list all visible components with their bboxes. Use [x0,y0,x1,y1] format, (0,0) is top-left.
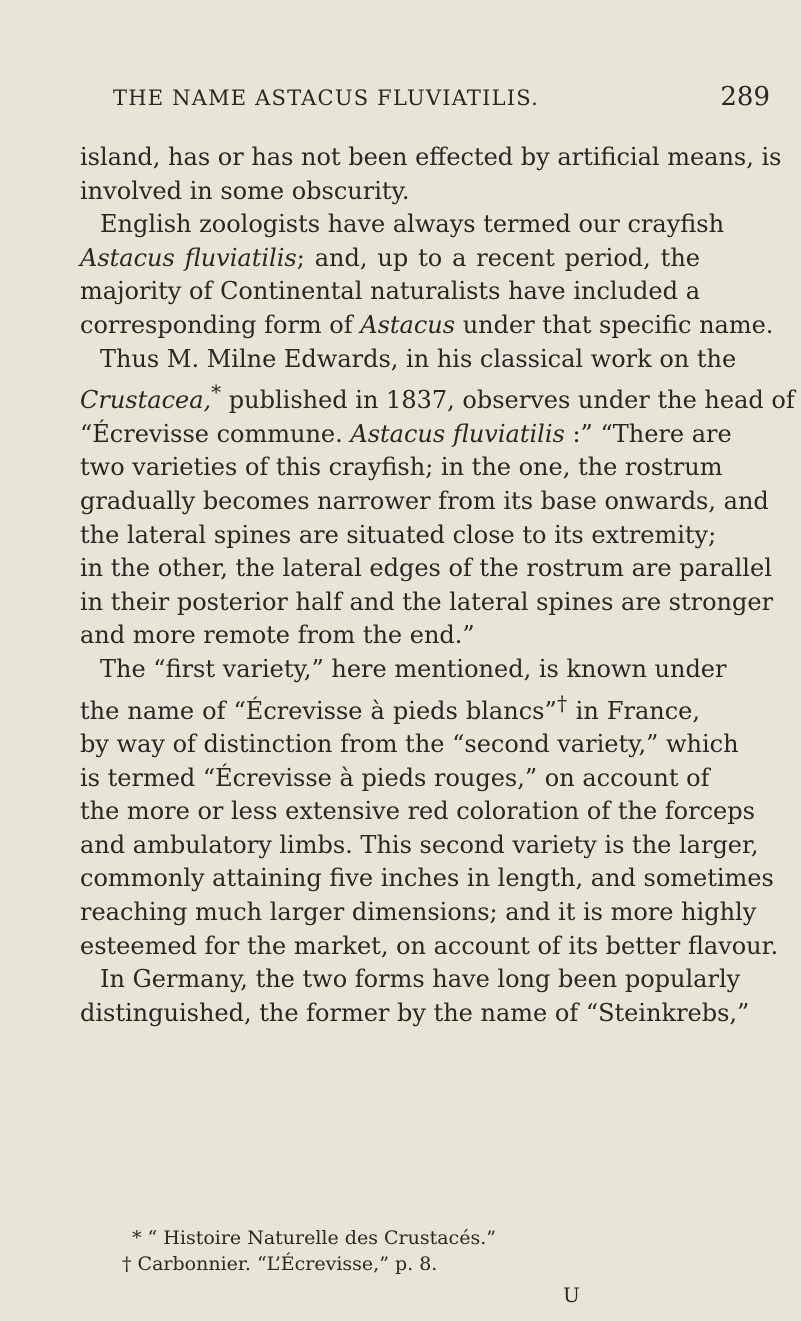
italic-title: Crustacea, [80,386,212,415]
text-line: and ambulatory limbs. This second variety is the larger, [80,830,759,859]
text-line: in their posterior half and the lateral spines are stronger [80,587,774,616]
text-line: the lateral spines are situated close to its extremity; [80,520,717,549]
text-line: distinguished, the former by the name of “Steinkrebs,” [80,998,750,1027]
running-title: THE NAME ASTACUS FLUVIATILIS. [113,86,539,110]
text-line: esteemed for the market, on account of its better flavour. [80,931,779,960]
text-line: two varieties of this crayfish; in the one, the rostrum [80,453,723,482]
text-line: Thus M. Milne Edwards, in his classical work on the [100,344,737,373]
text-line: and more remote from the end.” [80,621,475,650]
footnotes [96,1225,716,1277]
text-span: ; and, up to a recent period, the [296,243,700,272]
text-line: In Germany, the two forms have long been popularly [100,965,741,994]
text-line: reaching much larger dimensions; and it is more highly [80,898,757,927]
text-line: The “first variety,” here mentioned, is known under [100,654,727,683]
text-line: involved in some obscurity. [80,176,410,205]
footnote-marker: † [556,690,568,715]
text-line: commonly attaining five inches in length, and sometimes [80,864,774,893]
footnote: † Carbonnier. “L’Écrevisse,” p. 8. [122,1253,438,1275]
text-line [80,418,732,452]
text-line: majority of Continental naturalists have included a [80,277,700,306]
footnote-marker: * [211,380,222,405]
text-span: the name of “Écrevisse à pieds blancs” [80,696,557,725]
body-text [80,141,795,1030]
text-line: is termed “Écrevisse à pieds rouges,” on account of [80,763,710,792]
text-span: corresponding form of [80,310,361,339]
italic-species-name: Astacus fluviatilis [80,243,297,272]
text-line: gradually becomes narrower from its base onwards, and [80,486,769,515]
page-number: 289 [720,82,770,112]
text-span: in France, [567,696,700,725]
text-line [80,376,795,418]
page-header [80,82,780,120]
text-span: under that specific name. [455,310,774,339]
text-line [80,309,774,343]
text-line: the more or less extensive red coloration of the forceps [80,797,755,826]
text-span: “Écrevisse commune. [80,419,351,448]
italic-species-name: Astacus fluviatilis [350,419,565,448]
text-span: :” “There are [564,419,732,448]
text-line: English zoologists have always termed our crayfish [100,210,725,239]
italic-genus-name: Astacus [360,310,456,339]
text-line [80,242,700,276]
text-span: published in 1837, observes under the head of [221,386,795,415]
text-line [80,687,700,729]
text-line: island, has or has not been effected by artificial means, is [80,143,782,171]
printer-signature-mark: U [563,1283,580,1307]
text-line: in the other, the lateral edges of the rostrum are parallel [80,554,772,583]
footnote: * “ Histoire Naturelle des Crustacés.” [132,1227,496,1249]
text-line: by way of distinction from the “second variety,” which [80,730,739,759]
